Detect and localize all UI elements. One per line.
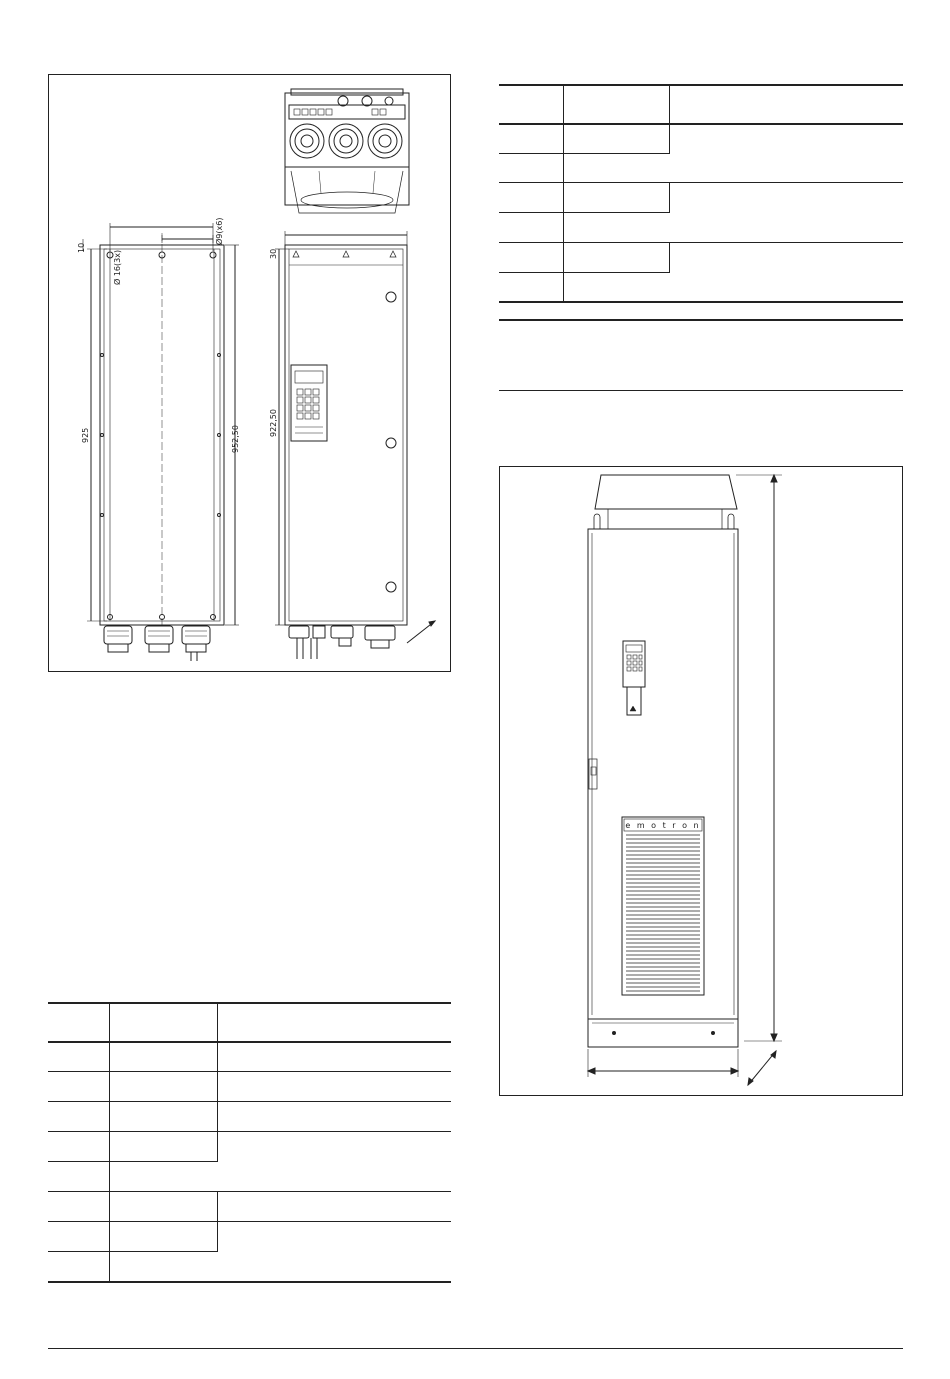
front-view	[275, 231, 435, 659]
note-rule-top	[499, 319, 903, 321]
dim-front-top-label: 30	[269, 248, 278, 259]
dimension-drawing-svg	[49, 75, 450, 671]
note-rule-bottom	[499, 390, 903, 391]
dim-front-height-label: 922,50	[269, 409, 278, 437]
footer-rule	[48, 1348, 903, 1349]
table-row	[48, 1072, 451, 1102]
side-view	[83, 223, 239, 661]
table-row	[48, 1132, 451, 1162]
table-row	[48, 1192, 451, 1222]
table-header-row	[48, 1003, 451, 1042]
cabinet-drawing-svg	[500, 467, 902, 1095]
table-row	[48, 1042, 451, 1072]
dim-hole-large-label: Ø 16(3x)	[113, 249, 122, 285]
brand-logo-strip: e m o t r o n	[625, 821, 701, 830]
dim-hole-small-label: Ø9(x6)	[215, 217, 224, 245]
dimensions-table-right	[499, 84, 903, 303]
figure-dimension-drawing	[48, 74, 451, 672]
dim-height-inner-label: 925	[81, 427, 90, 443]
table-row	[48, 1222, 451, 1252]
table-row	[499, 243, 903, 273]
table-row	[499, 124, 903, 154]
table-row	[499, 183, 903, 213]
dim-height-outer-label: 952,50	[231, 425, 240, 453]
figure-cabinet-drawing	[499, 466, 903, 1096]
table-row	[48, 1102, 451, 1132]
table-header-row	[499, 85, 903, 124]
dimensions-table-left	[48, 1002, 451, 1283]
top-view	[285, 89, 409, 213]
dim-top-offset-label: 10	[77, 242, 86, 253]
